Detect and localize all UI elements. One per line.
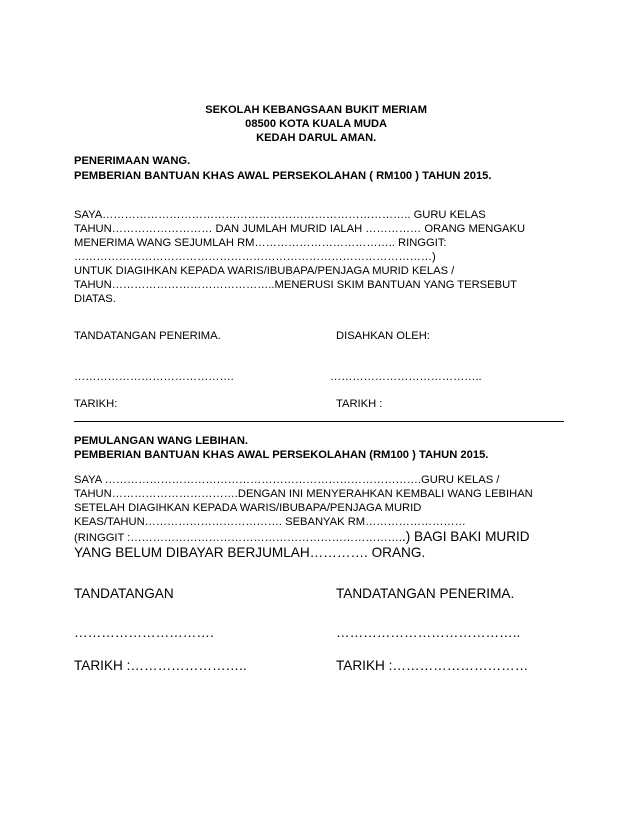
signature-line-left: …………………………. — [74, 625, 214, 640]
section1-title: PENERIMAAN WANG. — [74, 155, 191, 167]
school-name: SEKOLAH KEBANGSAAN BUKIT MERIAM — [205, 104, 427, 116]
date-label-left: TARIKH: — [74, 398, 118, 410]
section1-line: UNTUK DIAGIHKAN KEPADA WARIS/IBUBAPA/PENJAGA MURID KELAS / — [74, 265, 455, 277]
section2-subtitle: PEMBERIAN BANTUAN KHAS AWAL PERSEKOLAHAN (RM100 ) TAHUN 2015. — [74, 449, 489, 461]
section-divider — [74, 421, 564, 422]
section1-line: TAHUN……………………………………..MENERUSI SKIM BANTUAN YANG TERSEBUT — [74, 279, 517, 291]
signature-label-left: TANDATANGAN — [74, 586, 174, 601]
ringgit-line-end: .) BAGI BAKI MURID — [401, 529, 530, 544]
school-postcode-city: 08500 KOTA KUALA MUDA — [245, 118, 388, 130]
date-label-right: TARIKH : — [336, 398, 383, 410]
receiver-signature-label: TANDATANGAN PENERIMA. — [74, 330, 221, 342]
section1-line: TAHUN……………………… DAN JUMLAH MURID IALAH …………… ORANG MENGAKU — [74, 223, 526, 235]
ringgit-line — [74, 529, 530, 545]
balance-line: YANG BELUM DIBAYAR BERJUMLAH…………. ORANG. — [74, 545, 426, 560]
section1-line: MENERIMA WANG SEJUMLAH RM……………………………….. RINGGIT: — [74, 237, 447, 249]
date-line-right: TARIKH :………………………… — [336, 658, 529, 673]
section1-line: ……………………………………………………………………………………) — [74, 251, 436, 263]
section1-line: DIATAS. — [74, 293, 116, 305]
receiver-signature-line: ……………………………………. — [74, 371, 234, 383]
ringgit-line-start: (RINGGIT :………………………………………………………………. — [74, 532, 402, 544]
section2-line: TAHUN…………………………….DENGAN INI MENYERAHKAN KEMBALI WANG LEBIHAN — [74, 488, 533, 500]
school-state: KEDAH DARUL AMAN. — [256, 132, 377, 144]
section1-line: SAYA……………………………………………………………………….. GURU KELAS — [74, 209, 486, 221]
section2-title: PEMULANGAN WANG LEBIHAN. — [74, 435, 249, 447]
signature-line-right: ………………………………….. — [336, 625, 521, 640]
approver-signature-line: ………………………………….. — [330, 371, 482, 383]
section2-line: SETELAH DIAGIHKAN KEPADA WARIS/IBUBAPA/PENJAGA MURID — [74, 502, 422, 514]
signature-label-right: TANDATANGAN PENERIMA. — [336, 586, 515, 601]
approved-by-label: DISAHKAN OLEH: — [336, 330, 430, 342]
section2-line: KEAS/TAHUN………………………………. SEBANYAK RM……………………… — [74, 516, 466, 528]
date-line-left: TARIKH :…………………….. — [74, 658, 247, 673]
section2-line: SAYA ………………………………………………………………………….GURU KELAS / — [74, 474, 500, 486]
section1-subtitle: PEMBERIAN BANTUAN KHAS AWAL PERSEKOLAHAN ( RM100 ) TAHUN 2015. — [74, 170, 492, 182]
